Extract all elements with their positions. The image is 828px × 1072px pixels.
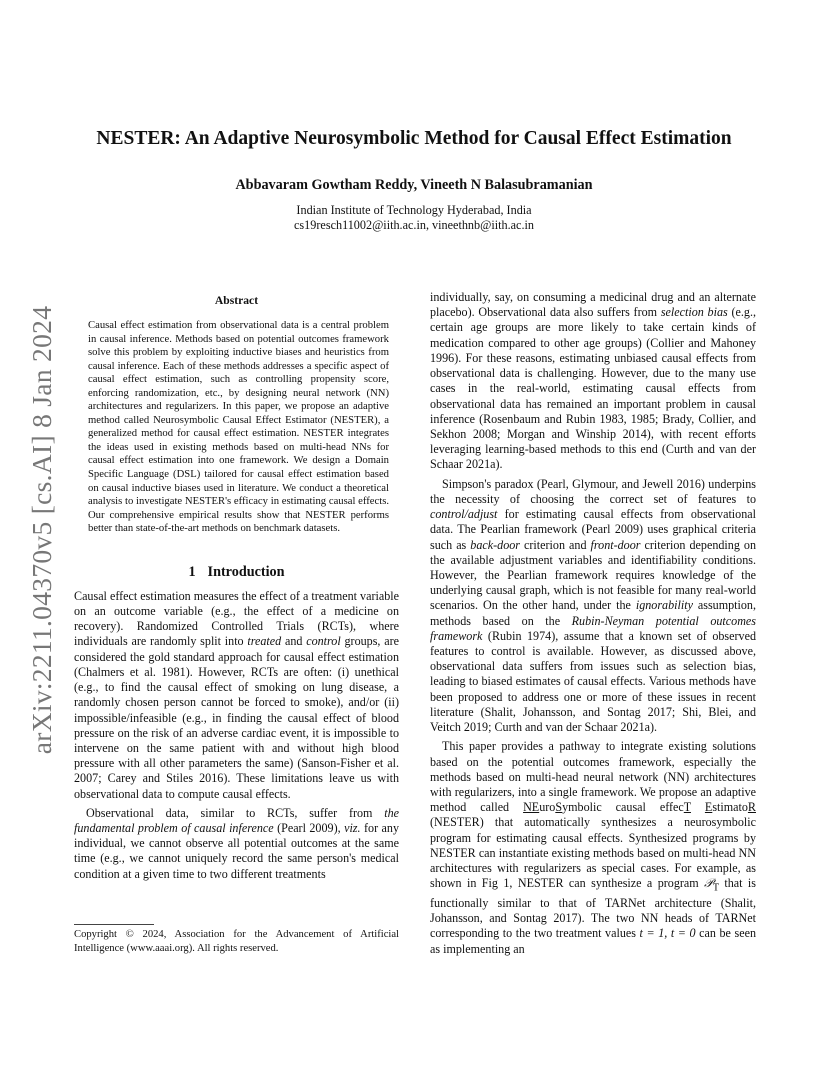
text-run: (e.g., certain age groups are more likely to take certain kinds of medication compared to other age groups) (Collier and Mahoney 1996). For these reasons, estimating unbiased causal effects from observational data is challenging. However, due to the many use cases in the real-world, estimating causal effects from observational data has remained an important problem in causal inference (Rosenbaum and Rubin 1983, 1985; Brady, Collier, and Sekhon 2008; Morgan and Winship 2014), with recent efforts leveraging learning-based methods to this end (Curth and van der Schaar 2021a). — [430, 305, 756, 472]
intro-paragraph-1 — [74, 589, 399, 802]
abstract-text: Causal effect estimation from observational data is a central problem in causal inference. Methods based on potential outcomes framework solve this problem by exploiting inductive biases and heuristics from causal inference. Each of these methods addresses a specific aspect of causal effect estimation, such as controlling propensity score, enforcing randomization, etc., by designing neural network (NN) architectures and regularizers. In this paper, we propose an adaptive method called Neurosymbolic Causal Effect Estimator (NESTER), a generalized method for causal effect estimation. NESTER integrates the ideas used in existing methods based on multi-head NNs for causal effect estimation into one framework. We design a Domain Specific Language (DSL) tailored for causal effect estimation based on causal inductive biases used in literature. We conduct a theoretical analysis to investigate NESTER's efficacy in estimating causal effects. Our comprehensive empirical results show that NESTER performs better than state-of-the-art methods on benchmark datasets. — [88, 320, 389, 535]
left-column — [74, 290, 399, 882]
italic-run: control/adjust — [430, 507, 498, 522]
text-run: groups, are considered the gold standard approach for causal effect estimation (Chalmers et al. 1981). However, RCTs are often: (i) unethical (e.g., to find the causal effect of smoking on lung disease, a randomly chosen person cannot be forced to smoke), and/or (ii) impossible/infeasible (e.g., in finding the causal effect of blood pressure on the risk of an adverse cardiac event, it is impossible to intervene on the same patient with and without high blood pressure with all other parameters the same) (Sanson-Fisher et al. 2007; Carey and Stiles 2016). These limitations leave us with observational data to compute causal effects. — [74, 634, 399, 801]
intro-paragraph-2 — [74, 806, 399, 882]
underlined-letters: S — [555, 800, 563, 815]
text-run: uro — [539, 800, 556, 815]
text-run: for any individual, we cannot observe all potential outcomes at the same time (e.g., we cannot uniquely record the same person's medical condition at a given time to two different treatments — [74, 821, 399, 881]
italic-run: viz. — [344, 821, 361, 836]
italic-run: selection bias — [660, 305, 728, 320]
arxiv-id-text: arXiv:2211.04370v5 [cs.AI] 8 Jan 2024 — [26, 305, 58, 755]
text-run: ymbolic causal effec — [562, 800, 684, 815]
paper-title: NESTER: An Adaptive Neurosymbolic Method for Causal Effect Estimation — [96, 128, 732, 149]
text-run: assumption, methods based on the — [430, 598, 756, 628]
author-list: Abbavaram Gowtham Reddy, Vineeth N Balasubramanian — [235, 177, 593, 193]
underlined-letters: R — [747, 800, 756, 815]
text-run: criterion and — [520, 537, 591, 552]
body-paragraph-3 — [430, 739, 756, 956]
arxiv-identifier-stamp — [22, 300, 62, 760]
math-symbol: 𝒫 — [704, 876, 713, 891]
section-title: Introduction — [207, 563, 285, 580]
abstract-heading: Abstract — [214, 294, 259, 307]
author-emails: cs19resch11002@iith.ac.in, vineethnb@iith.ac.in — [294, 218, 534, 232]
underlined-letters: T — [683, 800, 691, 815]
italic-run: control — [306, 634, 341, 649]
institution: Indian Institute of Technology Hyderabad, India — [296, 203, 532, 217]
text-run: Causal effect estimation measures the effect of a treatment variable on an outcome variable (e.g., the effect of a medicine on recovery). Randomized Controlled Trials (RCTs), where individuals are randomly split into — [74, 588, 399, 649]
copyright-footnote: Copyright © 2024, Association for the Advancement of Artificial Intelligence (www.aaai.org). All rights reserved. — [74, 929, 399, 954]
text-run: criterion depending on the available adjustment variables and identifiability conditions. However, the Pearlian framework requires knowledge of the underlying causal graph, which is not feasible for many real-world scenarios. On the other hand, under the — [430, 537, 756, 613]
body-paragraph-2 — [430, 477, 756, 736]
section-heading-introduction — [74, 564, 399, 581]
body-paragraph-1 — [430, 290, 756, 473]
text-run: individually, say, on consuming a medicinal drug and an alternate placebo). Observational data also suffers from — [430, 290, 756, 320]
italic-run: ignorability — [635, 598, 693, 613]
text-run: that is functionally similar to that of TARNet architecture (Shalit, Johansson, and Sontag 2017). The two NN heads of TARNet corresponding to the two treatment values — [430, 876, 756, 941]
affiliation-block — [0, 203, 828, 233]
section-number: 1 — [188, 563, 196, 580]
italic-run: front-door — [590, 537, 641, 552]
underlined-letters: NE — [523, 800, 540, 815]
text-run: can be seen as implementing an — [430, 926, 756, 956]
text-run — [691, 800, 705, 814]
text-run: and — [281, 634, 307, 649]
italic-run: the fundamental problem of causal inference — [74, 805, 399, 836]
text-run: (NESTER) that automatically synthesizes a neurosymbolic program for estimating causal effects. Synthesized programs by NESTER can instantiate existing methods based on multi-head NN architectures with regularizers as special cases. For example, as shown in Fig 1, NESTER can synthesize a program — [430, 815, 756, 891]
text-run: Observational data, similar to RCTs, suffer from — [86, 805, 385, 820]
math-subscript: T — [712, 882, 719, 894]
text-run: stimato — [712, 800, 748, 815]
text-run: Simpson's paradox (Pearl, Glymour, and Jewell 2016) underpins the necessity of choosing the correct set of features to — [430, 476, 756, 506]
text-run: This paper provides a pathway to integrate existing solutions based on the potential outcomes framework, especially the methods based on multi-head neural network (NN) architectures with regularizers, into a single framework. We propose an adaptive method called — [430, 739, 756, 815]
math-inline: t = 1, t = 0 — [639, 926, 696, 941]
text-run: for estimating causal effects from observational data. The Pearlian framework (Pearl 2009) uses graphical criteria such as — [430, 507, 756, 552]
underlined-letters: E — [704, 800, 713, 815]
italic-run: back-door — [470, 537, 521, 552]
right-column — [430, 290, 756, 957]
text-run: (Rubin 1974), assume that a known set of observed features to control is available. However, as discussed above, observational data suffers from issues such as selection bias, leading to biased estimates of causal effects. Various methods have been proposed to address one or more of these issues in recent literature (Shalit, Johansson, and Sontag 2017; Shi, Blei, and Veitch 2019; Curth and van der Schaar 2021a). — [430, 628, 756, 735]
italic-run: treated — [247, 634, 282, 649]
text-run: (Pearl 2009), — [273, 821, 345, 836]
footnote-rule — [74, 924, 154, 925]
italic-run: Rubin-Neyman potential outcomes framework — [430, 613, 757, 643]
